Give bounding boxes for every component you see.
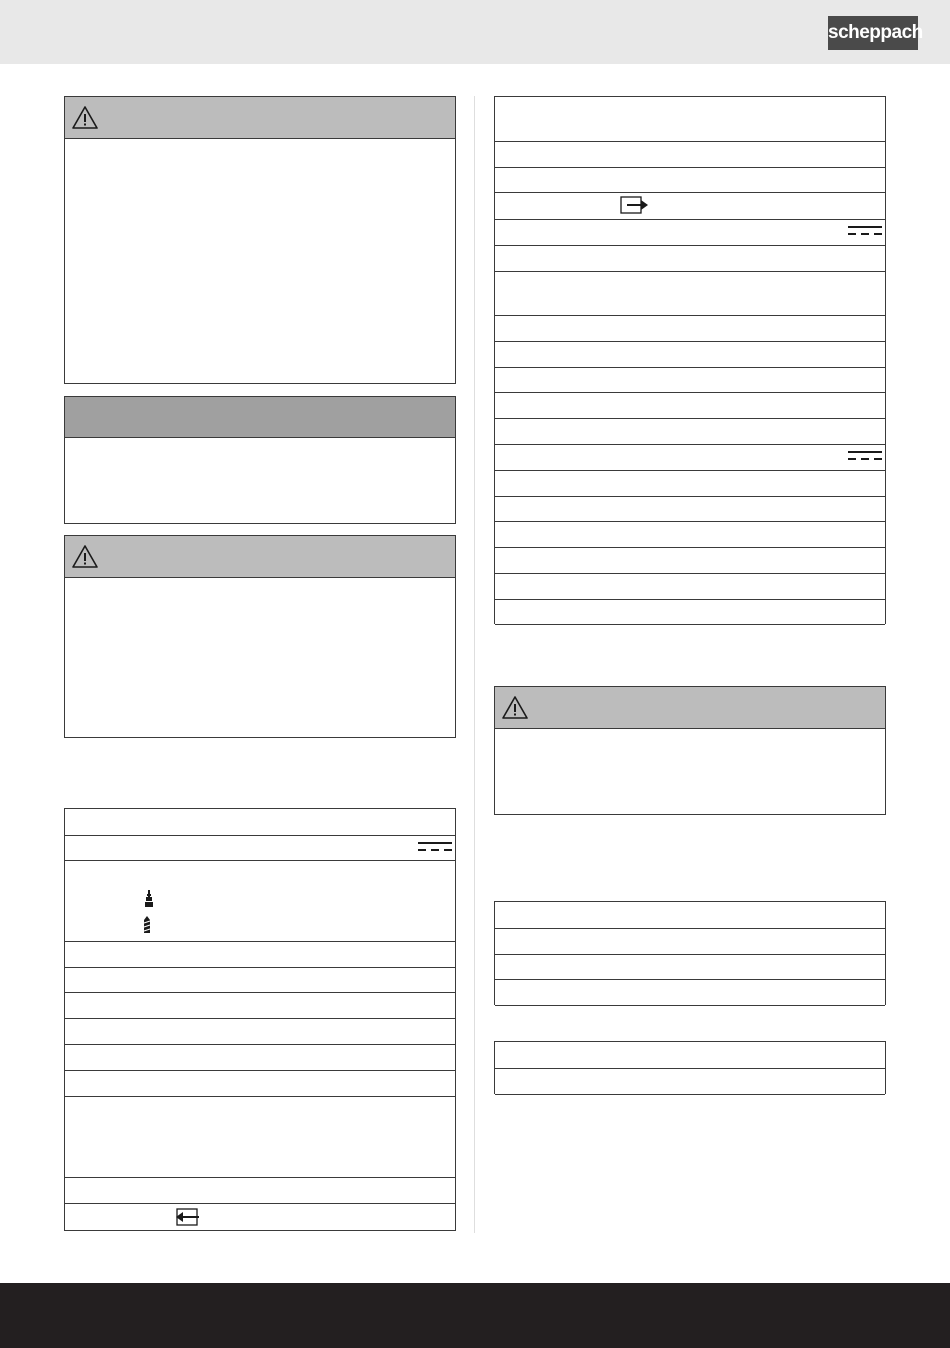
table-row bbox=[65, 809, 455, 836]
charge-output-icon bbox=[619, 195, 649, 215]
screwdriver-bit-icon bbox=[145, 890, 153, 908]
direct-current-symbol bbox=[848, 225, 882, 237]
warning-box bbox=[64, 96, 456, 384]
table-row bbox=[495, 418, 885, 445]
table-row bbox=[65, 1096, 455, 1178]
table-row bbox=[495, 470, 885, 497]
spec-table bbox=[494, 96, 886, 624]
table-row bbox=[65, 941, 455, 968]
charge-input-icon bbox=[173, 1207, 203, 1227]
warning-box-header bbox=[495, 687, 885, 729]
warning-box bbox=[64, 535, 456, 738]
table-row bbox=[65, 1203, 455, 1231]
table-row bbox=[65, 1177, 455, 1204]
table-row bbox=[65, 1018, 455, 1045]
table-row bbox=[495, 219, 885, 246]
table-row bbox=[495, 271, 885, 316]
table-row bbox=[495, 97, 885, 142]
table-row bbox=[65, 992, 455, 1019]
table-row bbox=[65, 835, 455, 861]
table-row bbox=[495, 141, 885, 168]
direct-current-symbol bbox=[848, 450, 882, 462]
note-box-header bbox=[65, 397, 455, 438]
table-row bbox=[495, 341, 885, 368]
table-row bbox=[495, 1042, 885, 1069]
warning-triangle-icon bbox=[501, 695, 529, 720]
table-row bbox=[65, 967, 455, 993]
spec-table bbox=[64, 808, 456, 1231]
table-row bbox=[495, 392, 885, 419]
table-row bbox=[495, 1068, 885, 1095]
warning-triangle-icon bbox=[71, 105, 99, 130]
table-row bbox=[495, 167, 885, 193]
table-row bbox=[495, 245, 885, 272]
warning-triangle-icon bbox=[71, 544, 99, 569]
table-row bbox=[495, 444, 885, 471]
spec-table bbox=[494, 901, 886, 1005]
table-row bbox=[495, 979, 885, 1006]
table-row bbox=[495, 954, 885, 980]
direct-current-symbol bbox=[418, 841, 452, 853]
warning-box-header bbox=[65, 97, 455, 139]
table-row bbox=[65, 860, 455, 942]
table-row bbox=[495, 315, 885, 342]
note-box bbox=[64, 396, 456, 524]
table-row bbox=[65, 1044, 455, 1071]
page-header-bar bbox=[0, 0, 950, 64]
warning-box-header bbox=[65, 536, 455, 578]
warning-box bbox=[494, 686, 886, 815]
table-row bbox=[495, 547, 885, 574]
table-row bbox=[495, 599, 885, 625]
drill-bit-icon bbox=[143, 916, 151, 934]
table-row bbox=[495, 928, 885, 955]
spec-table bbox=[494, 1041, 886, 1094]
table-row bbox=[495, 496, 885, 522]
brand-logo: scheppach bbox=[828, 16, 918, 50]
table-row bbox=[495, 902, 885, 929]
table-row bbox=[495, 521, 885, 548]
page-footer-bar bbox=[0, 1283, 950, 1348]
table-row bbox=[65, 1070, 455, 1097]
table-row bbox=[495, 367, 885, 393]
table-row bbox=[495, 573, 885, 600]
table-row bbox=[495, 192, 885, 220]
column-divider bbox=[474, 96, 475, 1233]
